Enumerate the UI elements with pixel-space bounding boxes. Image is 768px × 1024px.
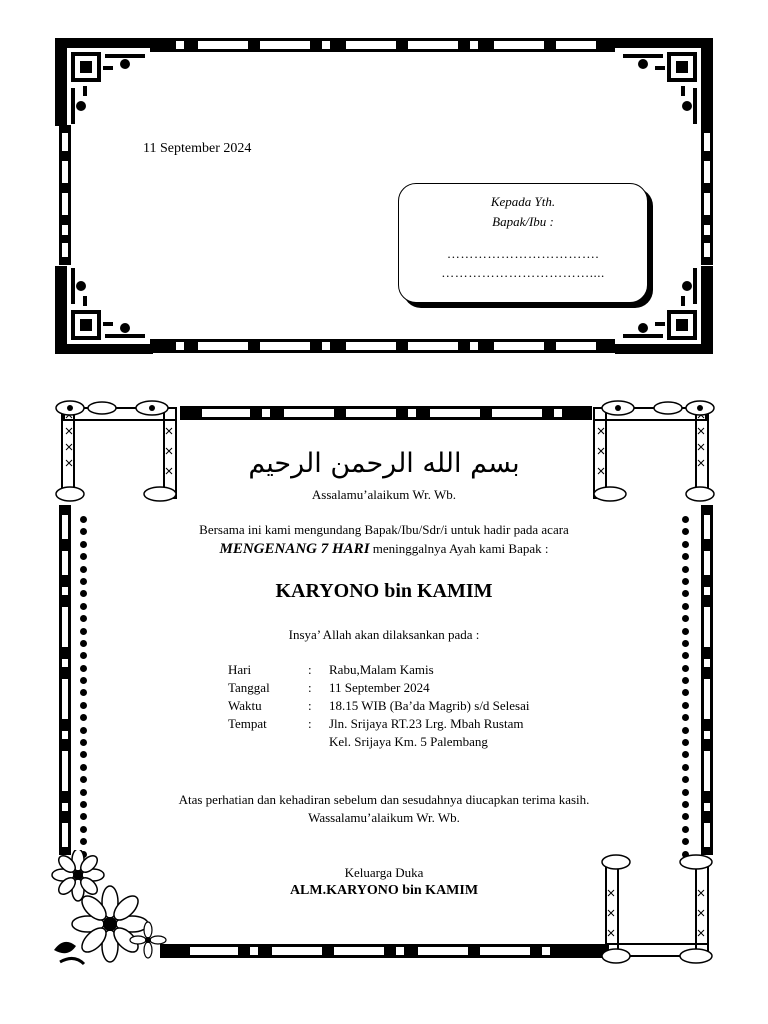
greeting-text: Assalamu’alaikum Wr. Wb. bbox=[311, 487, 457, 502]
border-dot bbox=[682, 714, 689, 721]
border-dot bbox=[682, 751, 689, 758]
border-dot bbox=[80, 566, 87, 573]
detail-row bbox=[228, 716, 530, 734]
recipient-blank-line: ……………………………. bbox=[446, 246, 600, 261]
border-dot bbox=[80, 764, 87, 771]
recipient-box bbox=[398, 183, 648, 303]
border-dot bbox=[80, 603, 87, 610]
bismillah-heading: بسم الله الرحمن الرحيم bbox=[248, 448, 520, 479]
border-dot bbox=[80, 739, 87, 746]
border-dot bbox=[682, 764, 689, 771]
event-details bbox=[228, 662, 530, 752]
border-dot bbox=[682, 739, 689, 746]
family-name: ALM.KARYONO bin KAMIM bbox=[289, 883, 479, 898]
thanks-text: Atas perhatian dan kehadiran sebelum dan sesudahnya diucapkan terima kasih. bbox=[178, 792, 590, 807]
border-dot bbox=[682, 615, 689, 622]
corner-ornament-icon bbox=[55, 38, 155, 128]
border-dot bbox=[80, 652, 87, 659]
detail-separator: : bbox=[308, 716, 312, 731]
deceased-name: KARYONO bin KAMIM bbox=[275, 580, 493, 602]
detail-row bbox=[228, 662, 530, 680]
detail-separator: : bbox=[308, 698, 312, 713]
invitation-bottom-border bbox=[160, 944, 605, 958]
border-dot bbox=[80, 665, 87, 672]
detail-label: Waktu bbox=[228, 698, 262, 713]
detail-value: Jln. Srijaya RT.23 Lrg. Mbah Rustam bbox=[329, 716, 524, 731]
closing-greeting: Wassalamu’alaikum Wr. Wb. bbox=[308, 810, 460, 825]
border-dot bbox=[682, 566, 689, 573]
family-label: Keluarga Duka bbox=[344, 865, 424, 880]
border-dot bbox=[80, 727, 87, 734]
border-dot bbox=[80, 677, 87, 684]
event-description: meninggalnya Ayah kami Bapak : bbox=[369, 541, 549, 556]
border-dot bbox=[682, 826, 689, 833]
detail-row bbox=[228, 698, 530, 716]
envelope-right-border bbox=[701, 125, 713, 265]
detail-separator: : bbox=[308, 662, 312, 677]
border-dot bbox=[80, 689, 87, 696]
detail-label bbox=[228, 734, 308, 752]
border-dot bbox=[682, 702, 689, 709]
detail-label: Hari bbox=[228, 662, 252, 677]
envelope-top-border bbox=[150, 38, 615, 52]
detail-row bbox=[228, 680, 530, 698]
event-title: MENGENANG 7 HARI bbox=[219, 541, 370, 557]
detail-separator: : bbox=[308, 680, 312, 695]
border-dot bbox=[682, 776, 689, 783]
detail-label: Tanggal bbox=[228, 680, 270, 695]
border-dot bbox=[682, 652, 689, 659]
border-dot bbox=[682, 838, 689, 845]
invitation-top-border bbox=[180, 406, 592, 420]
schedule-intro: Insya’ Allah akan dilaksankan pada : bbox=[288, 627, 480, 642]
corner-ornament-icon bbox=[55, 264, 155, 354]
corner-ornament-icon bbox=[613, 38, 713, 128]
invitation-intro: Bersama ini kami mengundang Bapak/Ibu/Sdr/i untuk hadir pada acara bbox=[199, 522, 569, 537]
border-dot bbox=[80, 714, 87, 721]
recipient-label: Bapak/Ibu : bbox=[492, 214, 554, 229]
border-dot bbox=[682, 665, 689, 672]
border-dot bbox=[80, 776, 87, 783]
recipient-blank-line: …………………………….... bbox=[441, 265, 605, 280]
recipient-salutation: Kepada Yth. bbox=[490, 194, 556, 209]
border-dot bbox=[682, 689, 689, 696]
border-dot bbox=[682, 677, 689, 684]
envelope-bottom-border bbox=[150, 339, 615, 353]
detail-label: Tempat bbox=[228, 716, 267, 731]
detail-row bbox=[228, 734, 530, 752]
border-dot bbox=[80, 615, 87, 622]
detail-value: Rabu,Malam Kamis bbox=[329, 662, 434, 677]
detail-value: 11 September 2024 bbox=[329, 680, 430, 695]
border-dot bbox=[80, 838, 87, 845]
border-dot bbox=[80, 826, 87, 833]
border-dot bbox=[80, 702, 87, 709]
envelope-date: 11 September 2024 bbox=[143, 141, 252, 156]
envelope-left-border bbox=[59, 125, 71, 265]
border-dot bbox=[682, 603, 689, 610]
border-dot bbox=[682, 727, 689, 734]
detail-separator bbox=[308, 734, 329, 752]
border-dot bbox=[80, 751, 87, 758]
event-line bbox=[0, 541, 768, 558]
detail-value: 18.15 WIB (Ba’da Magrib) s/d Selesai bbox=[329, 698, 530, 713]
detail-value: Kel. Srijaya Km. 5 Palembang bbox=[329, 734, 488, 749]
